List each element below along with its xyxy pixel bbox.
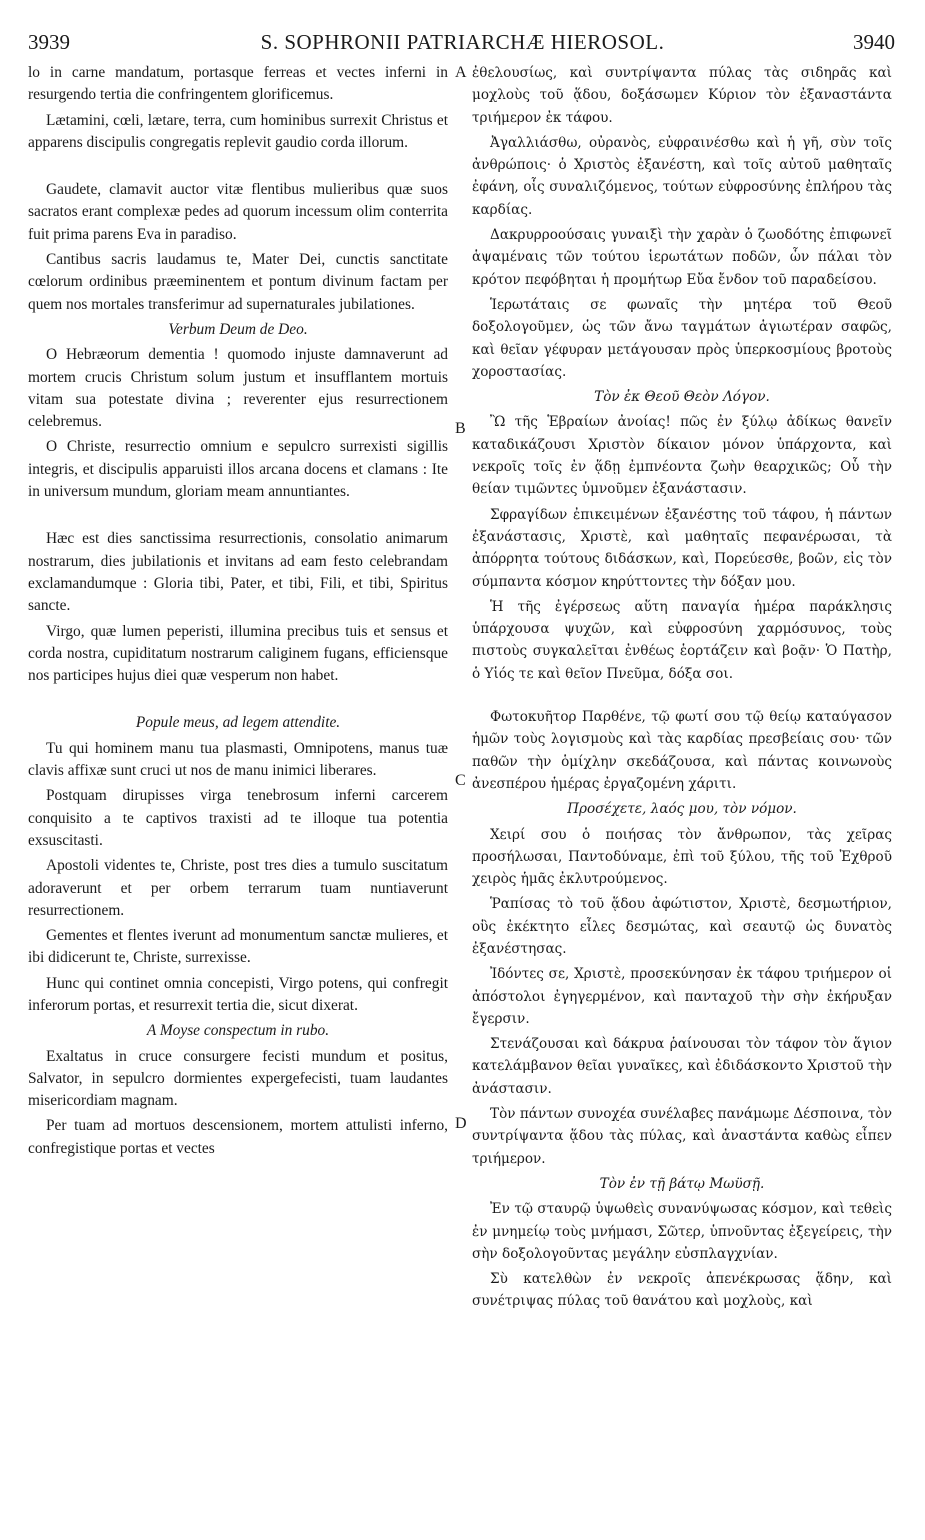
greek-paragraph: Φωτοκυῆτορ Παρθένε, τῷ φωτί σου τῷ θείῳ καταύγασον ἡμῶν τοὺς λογισμοὺς καὶ τὰς καρδίας πρεσβείαις σου· τῶν παθῶν τὴν ὁμίχλην σκεδάζουσα, καὶ πάντας κοινωνοὺς ἀνεσπέρου ἡμέρας ἐργαζομένη χάριτι. xyxy=(472,709,892,792)
latin-paragraph: Hunc qui continet omnia concepisti, Virgo potens, qui confregit inferorum portas, et resurrexit tertia die, sicut dixerat. xyxy=(28,974,448,1014)
margin-marker-d: D xyxy=(455,1115,467,1132)
latin-paragraph: Tu qui hominem manu tua plasmasti, Omnipotens, manus tuæ clavis affixæ sunt cruci ut nos de manu inimici liberares. xyxy=(28,739,448,780)
greek-paragraph: Σὺ κατελθὼν ἐν νεκροῖς ἀπενέκρωσας ᾅδην, καὶ συνέτριψας πύλας τοῦ θανάτου καὶ μοχλοὺς, καὶ xyxy=(472,1271,892,1310)
margin-marker-c: C xyxy=(455,772,466,789)
latin-paragraph: Postquam dirupisses virga tenebrosum inferni carcerem conquisito a te captivos traxisti ad te illoque tua potentia exsuscitasti. xyxy=(28,787,448,849)
latin-section-heading: A Moyse conspectum in rubo. xyxy=(146,1022,330,1040)
latin-section-heading: Popule meus, ad legem attendite. xyxy=(135,714,341,732)
page-number-right: 3940 xyxy=(853,30,895,54)
latin-paragraph: Gaudete, clamavit auctor vitæ flentibus mulieribus quæ suos sacratos erant complexæ pedes ad quorum incessum olim conterrita fuit prima parens Eva in paradiso. xyxy=(28,181,448,243)
latin-paragraph: Virgo, quæ lumen peperisti, illumina precibus tuis et sensus et corda nostra, cupiditatum nostrarum caliginem fugans, efficiensque nos participes hujus diei quæ vesperum non habet. xyxy=(28,622,448,685)
latin-paragraph: Exaltatus in cruce consurgere fecisti mundum et positus, Salvator, in sepulcro dormientes expergefecisti, tuam laudantes misericordiam magnam. xyxy=(28,1047,448,1110)
greek-paragraph: ἐθελουσίως, καὶ συντρίψαντα πύλας τὰς σιδηρᾶς καὶ μοχλοὺς τοῦ ᾅδου, δοξάσωμεν Κύριον τὸν ἐξαναστάντα τριήμερον ἐκ τάφου. xyxy=(472,65,892,126)
greek-paragraph: Δακρυρροούσαις γυναιξὶ τὴν χαρὰν ὁ ζωοδότης ἐπιφωνεῖ ἁψαμέναις τῶν τούτου ἱερωτάτων ποδῶν, ὧν πάλαι τὸν κρότον πεφόβηται ἡ προμήτωρ Εὔα ἔνδον τοῦ παραδείσου. xyxy=(472,227,892,288)
latin-paragraph: O Christe, resurrectio omnium e sepulcro surrexisti sigillis integris, et discipulis apparuisti illos arcana docens et clamans : Ite in universum mundum, gloriam meam annuntiantes. xyxy=(28,438,448,501)
greek-paragraph: Ὢ τῆς Ἑβραίων ἀνοίας! πῶς ἐν ξύλῳ ἀδίκως θανεῖν καταδικάζουσι Χριστὸν δίκαιον μόνον ὑπάρχοντα, καὶ νεκροῖς τοῖς ἐν ᾅδῃ ἐμπνέοντα ζωὴν θεαρχικῶς; Οὗ τὴν θείαν τιμῶντες ὑμνοῦμεν ἐξανάστασιν. xyxy=(472,414,892,498)
margin-marker-b: B xyxy=(455,420,466,437)
greek-section-heading: Προσέχετε, λαός μου, τὸν νόμον. xyxy=(567,801,797,818)
greek-paragraph: Ἱερωτάταις σε φωναῖς τὴν μητέρα τοῦ Θεοῦ δοξολογοῦμεν, ὡς τῶν ἄνω ταγμάτων ἁγιωτέραν σαφῶς, καὶ θεῖαν γέφυραν μετάγουσαν πρὸς ὑπερκοσμίους βροτοὺς χοροστασίας. xyxy=(472,296,892,380)
greek-paragraph: Ἀγαλλιάσθω, οὐρανὸς, εὐφραινέσθω καὶ ἡ γῆ, σὺν τοῖς ἀνθρώποις· ὁ Χριστὸς ἐξανέστη, καὶ τοῖς αὐτοῦ μαθηταῖς ἐφάνη, οἷς συναλιζόμενος, τούτων εὐφροσύνης ἐπλήρου τὰς καρδίας. xyxy=(472,134,892,218)
latin-paragraph: Gementes et flentes iverunt ad monumentum sanctæ mulieres, et ibi didicerunt te, Christe, surrexisse. xyxy=(28,927,448,967)
latin-paragraph: Cantibus sacris laudamus te, Mater Dei, cunctis sanctitate cœlorum ordinibus præeminentem et pontum divinum factam per quem nos mortales transferimur ad supernaturales jubilationes. xyxy=(28,251,448,313)
page-header xyxy=(0,30,925,60)
latin-column xyxy=(28,62,448,1163)
greek-column xyxy=(472,62,892,1316)
latin-paragraph: lo in carne mandatum, portasque ferreas et vectes inferni in resurgendo tertia die confringentem glorificemus. xyxy=(28,64,448,104)
greek-paragraph: Σφραγίδων ἐπικειμένων ἐξανέστης τοῦ τάφου, ἡ πάντων ἐξανάστασις, Χριστὲ, καὶ μαθηταῖς πεφανέρωσαι, τὰ ἀπόρρητα τούτους διδάσκων, καὶ, Πορεύεσθε, βοῶν, εἰς τὸν σύμπαντα κόσμον κηρύττοντες τὴν δόξαν μου. xyxy=(472,506,892,590)
latin-paragraph: Apostoli videntes te, Christe, post tres dies a tumulo suscitatum adoraverunt et per orbem terrarum tuam nuntiaverunt resurrectionem. xyxy=(28,857,448,919)
greek-paragraph: Τὸν πάντων συνοχέα συνέλαβες πανάμωμε Δέσποινα, τὸν συντρίψαντα ᾅδου τὰς πύλας, καὶ ἀναστάντα καθὼς εἶπεν τριήμερον. xyxy=(472,1106,892,1167)
greek-paragraph: Ἰδόντες σε, Χριστὲ, προσεκύνησαν ἐκ τάφου τριήμερον οἱ ἀπόστολοι ἐγηγερμένον, καὶ πανταχοῦ τὴν σὴν ἐκήρυξαν ἔγερσιν. xyxy=(472,966,892,1027)
latin-paragraph: Per tuam ad mortuos descensionem, mortem attulisti inferno, confregistique portas et vectes xyxy=(28,1117,448,1157)
greek-paragraph: Χειρί σου ὁ ποιήσας τὸν ἄνθρωπον, τὰς χεῖρας προσήλωσαι, Παντοδύναμε, ἐπὶ τοῦ ξύλου, τῆς τοῦ Ἐχθροῦ χειρὸς ἡμᾶς ἐκλυτρούμενος. xyxy=(472,826,892,888)
greek-paragraph: Ἡ τῆς ἐγέρσεως αὕτη παναγία ἡμέρα παράκλησις ὑπάρχουσα ψυχῶν, καὶ εὐφροσύνη χαρμόσυνος, τοὺς πιστοὺς συγκαλεῖται ἐνθέως ἑορτάζειν καὶ βοᾷν· Ὁ Πατὴρ, ὁ Υἱός τε καὶ θεῖον Πνεῦμα, δόξα σοι. xyxy=(472,598,892,682)
page-title: S. SOPHRONII PATRIARCHÆ HIEROSOL. xyxy=(260,30,665,54)
latin-paragraph: O Hebræorum dementia ! quomodo injuste damnaverunt ad mortem crucis Christum solum justum et insufflantem mortuis vitam sua potestate divina ; reverenter ejus resurrectionem celebremus. xyxy=(28,346,448,431)
greek-paragraph: Στενάζουσαι καὶ δάκρυα ῥαίνουσαι τὸν τάφον τὸν ἅγιον κατελάμβανον θεῖαι γυναῖκες, καὶ ἐδιδάσκοντο Χριστοῦ τὴν ἀνάστασιν. xyxy=(472,1036,892,1097)
latin-paragraph: Lætamini, cœli, lætare, terra, cum hominibus surrexit Christus et apparens discipulis congregatis replevit gaudio corda illorum. xyxy=(28,111,448,151)
greek-paragraph: Ῥαπίσας τὸ τοῦ ᾅδου ἀφώτιστον, Χριστὲ, δεσμωτήριον, οὓς ἐκέκτητο εἷλες δεσμώτας, καὶ σεαυτῷ ὡς δυνατὸς ἐξανέστησας. xyxy=(472,896,892,957)
greek-section-heading: Τὸν ἐκ Θεοῦ Θεὸν Λόγον. xyxy=(594,389,770,406)
latin-section-heading: Verbum Deum de Deo. xyxy=(168,320,308,338)
greek-section-heading: Τὸν ἐν τῇ βάτῳ Μωϋσῇ. xyxy=(599,1175,765,1192)
latin-paragraph: Hæc est dies sanctissima resurrectionis, consolatio animarum nostrarum, dies jubilationis et invitans ad eam festo celebrandam exclamandumque : Gloria tibi, Pater, et tibi, Fili, et tibi, Spiritus sancte. xyxy=(28,530,448,615)
page-number-left: 3939 xyxy=(28,30,70,54)
greek-paragraph: Ἐν τῷ σταυρῷ ὑψωθεὶς συνανύψωσας κόσμον, καὶ τεθεὶς ἐν μνημείῳ τοὺς μνήμασι, Σῶτερ, ὑπνοῦντας ἐξεγείρεις, τὴν σὴν δοξολογοῦντας μεγάλην εὐσπλαγχνίαν. xyxy=(472,1201,892,1262)
margin-marker-a: A xyxy=(455,64,467,81)
